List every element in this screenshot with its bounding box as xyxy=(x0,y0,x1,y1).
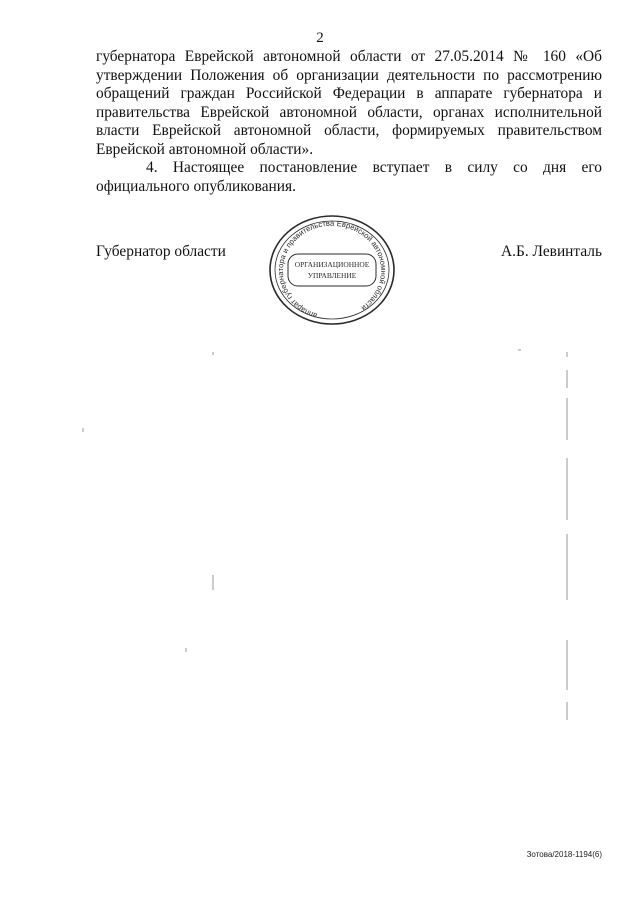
official-seal xyxy=(264,212,400,332)
signatory-name: А.Б. Левинталь xyxy=(501,243,602,260)
seal-center-line-1: ОРГАНИЗАЦИОННОЕ xyxy=(294,260,370,269)
seal-center-line-2: УПРАВЛЕНИЕ xyxy=(307,271,357,280)
page-number: 2 xyxy=(316,30,324,46)
seal-center-frame xyxy=(288,254,376,286)
seal-outer-ring xyxy=(270,216,394,324)
body-paragraph: губернатора Еврейской автономной области от 27.05.2014 № 160 «Об утверждении Положения об организации деятельности по рассмотрению обращений граждан Российской Федерации в аппарате губернатора и правительства Еврейской автономной области, органах исполнительной власти Еврейской автономной области, формируемых правительством Еврейской автономной области». xyxy=(96,48,602,158)
seal-graphic xyxy=(264,212,400,332)
document-reference: Зотова/2018-1194(6) xyxy=(526,850,602,859)
document-body xyxy=(96,48,602,196)
body-paragraph: 4. Настоящее постановление вступает в силу со дня его официального опубликования. xyxy=(96,159,602,195)
signatory-position: Губернатор области xyxy=(96,243,226,260)
seal-outer-text: аппарат губернатора и правительства Еврейской автономной области xyxy=(275,218,389,321)
